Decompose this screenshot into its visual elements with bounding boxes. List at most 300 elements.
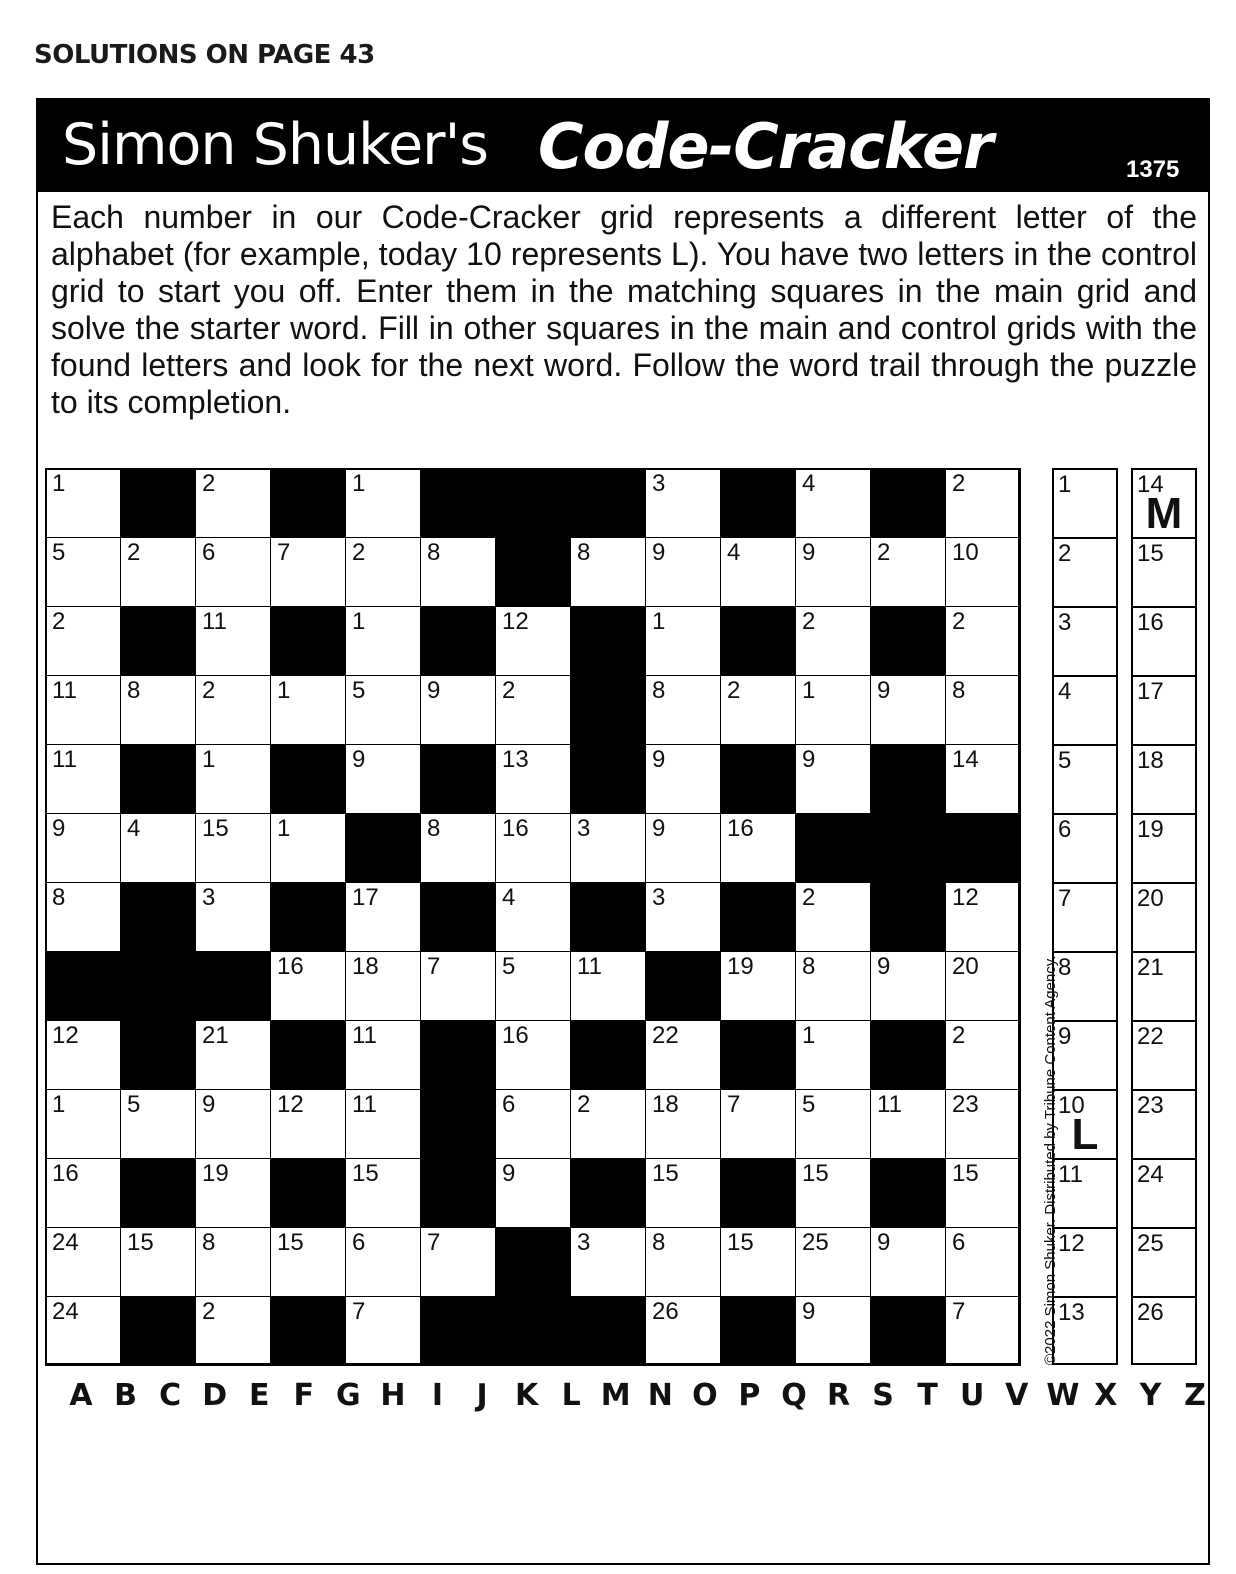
grid-cell[interactable] (195, 1158, 271, 1228)
grid-cell[interactable] (45, 675, 121, 745)
control-cell[interactable] (1133, 1229, 1195, 1298)
cell-number: 15 (352, 1160, 379, 1187)
grid-cell[interactable] (945, 1227, 1021, 1297)
black-square (720, 468, 796, 538)
grid-cell[interactable] (270, 813, 346, 883)
grid-cell[interactable] (495, 1158, 571, 1228)
cell-number: 9 (652, 539, 666, 566)
grid-cell[interactable] (420, 537, 496, 607)
grid-cell[interactable] (120, 537, 196, 607)
grid-cell[interactable] (195, 1296, 271, 1366)
cell-number: 20 (952, 953, 979, 980)
cell-number: 2 (502, 677, 516, 704)
control-number: 7 (1058, 885, 1072, 912)
cell-number: 8 (202, 1229, 216, 1256)
black-square (945, 813, 1021, 883)
black-square (570, 468, 646, 538)
grid-cell[interactable] (945, 468, 1021, 538)
grid-cell[interactable] (270, 951, 346, 1021)
grid-cell[interactable] (495, 882, 571, 952)
grid-cell[interactable] (945, 675, 1021, 745)
grid-cell[interactable] (945, 606, 1021, 676)
control-cell[interactable] (1054, 1298, 1116, 1367)
alphabet-letter[interactable]: W (1046, 1378, 1080, 1413)
grid-cell[interactable] (570, 813, 646, 883)
grid-cell[interactable] (645, 813, 721, 883)
black-square (720, 744, 796, 814)
grid-cell[interactable] (945, 537, 1021, 607)
cell-number: 4 (502, 884, 516, 911)
cell-number: 5 (127, 1091, 141, 1118)
grid-cell[interactable] (795, 882, 871, 952)
alphabet-letter[interactable]: F (293, 1378, 315, 1413)
control-number: 17 (1137, 678, 1164, 705)
grid-cell[interactable] (795, 537, 871, 607)
grid-cell[interactable] (645, 882, 721, 952)
cell-number: 7 (952, 1298, 966, 1325)
grid-cell[interactable] (645, 606, 721, 676)
black-square (120, 744, 196, 814)
copyright-notice: ©2022 Simon Shuker. Distributed by Tribune Content Agency. (1042, 955, 1059, 1365)
main-grid (45, 468, 1020, 1365)
control-cell[interactable] (1133, 1091, 1195, 1160)
grid-cell[interactable] (195, 1089, 271, 1159)
grid-cell[interactable] (345, 1296, 421, 1366)
grid-cell[interactable] (945, 1158, 1021, 1228)
control-number: 11 (1058, 1161, 1083, 1188)
grid-cell[interactable] (345, 1158, 421, 1228)
alphabet-letter[interactable]: Q (781, 1378, 807, 1413)
grid-cell[interactable] (195, 537, 271, 607)
cell-number: 15 (802, 1160, 829, 1187)
control-cell[interactable] (1133, 953, 1195, 1022)
cell-number: 2 (577, 1091, 591, 1118)
control-cell[interactable] (1054, 884, 1116, 953)
grid-cell[interactable] (45, 882, 121, 952)
grid-cell[interactable] (120, 1227, 196, 1297)
black-square (795, 813, 871, 883)
control-cell[interactable] (1133, 608, 1195, 677)
control-cell[interactable] (1054, 815, 1116, 884)
control-number: 1 (1058, 471, 1072, 498)
title-banner (38, 100, 1208, 192)
grid-cell[interactable] (45, 1089, 121, 1159)
cell-number: 6 (352, 1229, 366, 1256)
grid-cell[interactable] (45, 1020, 121, 1090)
grid-cell[interactable] (795, 675, 871, 745)
cell-number: 9 (877, 1229, 891, 1256)
grid-cell[interactable] (645, 744, 721, 814)
alphabet-letter[interactable]: L (561, 1378, 581, 1413)
cell-number: 25 (802, 1229, 829, 1256)
control-cell[interactable] (1133, 815, 1195, 884)
cell-number: 9 (52, 815, 66, 842)
black-square (570, 1158, 646, 1228)
black-square (570, 675, 646, 745)
alphabet-letter[interactable]: T (917, 1378, 938, 1413)
cell-number: 11 (352, 1022, 377, 1049)
cell-number: 21 (202, 1022, 229, 1049)
control-cell[interactable] (1054, 1160, 1116, 1229)
grid-cell[interactable] (195, 1227, 271, 1297)
grid-cell[interactable] (645, 675, 721, 745)
cell-number: 7 (427, 953, 441, 980)
grid-cell[interactable] (795, 1089, 871, 1159)
control-cell[interactable] (1054, 677, 1116, 746)
cell-number: 2 (727, 677, 741, 704)
grid-cell[interactable] (120, 675, 196, 745)
grid-cell[interactable] (195, 1020, 271, 1090)
grid-cell[interactable] (495, 813, 571, 883)
grid-cell[interactable] (345, 1089, 421, 1159)
cell-number: 1 (52, 1091, 66, 1118)
grid-cell[interactable] (645, 1089, 721, 1159)
grid-cell[interactable] (120, 813, 196, 883)
black-square (120, 882, 196, 952)
grid-cell[interactable] (645, 1296, 721, 1366)
grid-cell[interactable] (795, 1296, 871, 1366)
alphabet-letter[interactable]: U (960, 1378, 985, 1413)
control-number: 21 (1137, 954, 1164, 981)
grid-cell[interactable] (945, 1020, 1021, 1090)
grid-cell[interactable] (45, 1227, 121, 1297)
control-number: 23 (1137, 1092, 1164, 1119)
cell-number: 2 (127, 539, 141, 566)
grid-cell[interactable] (45, 606, 121, 676)
cell-number: 7 (277, 539, 291, 566)
cell-number: 8 (427, 539, 441, 566)
cell-number: 11 (52, 746, 77, 773)
grid-cell[interactable] (795, 1158, 871, 1228)
cell-number: 7 (427, 1229, 441, 1256)
control-number: 24 (1137, 1161, 1164, 1188)
control-number: 9 (1058, 1023, 1072, 1050)
black-square (570, 1020, 646, 1090)
alphabet-letter[interactable]: I (431, 1378, 444, 1413)
cell-number: 2 (802, 608, 816, 635)
grid-cell[interactable] (495, 951, 571, 1021)
grid-cell[interactable] (645, 468, 721, 538)
cell-number: 11 (352, 1091, 377, 1118)
grid-cell[interactable] (945, 951, 1021, 1021)
black-square (120, 1296, 196, 1366)
grid-cell[interactable] (45, 537, 121, 607)
cell-number: 1 (277, 815, 291, 842)
instructions-text: Each number in our Code-Cracker grid represents a different letter of the alphabet (for example, today 10 represents L). You have two letters in the control grid to start you off. Enter them in the matching squares in the main grid and solve the starter word. Fill in other squares in the main and control grids with the found letters and look for the next word. Follow the word trail through the puzzle to its completion. (51, 199, 1197, 420)
grid-cell[interactable] (195, 468, 271, 538)
cell-number: 3 (577, 1229, 591, 1256)
cell-number: 1 (802, 1022, 816, 1049)
title-author: Simon Shuker's (62, 112, 488, 178)
black-square (495, 1296, 571, 1366)
grid-cell[interactable] (645, 537, 721, 607)
grid-cell[interactable] (870, 675, 946, 745)
cell-number: 26 (652, 1298, 679, 1325)
grid-cell[interactable] (345, 606, 421, 676)
alphabet-letter[interactable]: P (738, 1378, 761, 1413)
cell-number: 19 (202, 1160, 229, 1187)
alphabet-letter[interactable]: V (1005, 1378, 1029, 1413)
grid-cell[interactable] (570, 951, 646, 1021)
control-number: 20 (1137, 885, 1164, 912)
grid-cell[interactable] (720, 813, 796, 883)
black-square (45, 951, 121, 1021)
cell-number: 4 (127, 815, 141, 842)
grid-cell[interactable] (795, 1020, 871, 1090)
alphabet-letter[interactable]: O (692, 1378, 718, 1413)
control-number: 3 (1058, 609, 1072, 636)
grid-cell[interactable] (570, 1089, 646, 1159)
grid-cell[interactable] (870, 537, 946, 607)
grid-cell[interactable] (195, 813, 271, 883)
given-letter: M (1145, 489, 1183, 538)
control-cell[interactable] (1054, 1022, 1116, 1091)
grid-cell[interactable] (795, 951, 871, 1021)
grid-cell[interactable] (495, 1020, 571, 1090)
cell-number: 16 (52, 1160, 79, 1187)
cell-number: 9 (652, 815, 666, 842)
grid-cell[interactable] (495, 675, 571, 745)
black-square (270, 1296, 346, 1366)
control-number: 14 (1137, 471, 1164, 498)
grid-cell[interactable] (45, 813, 121, 883)
grid-cell[interactable] (795, 744, 871, 814)
alphabet-letter[interactable]: N (647, 1378, 673, 1413)
control-cell[interactable] (1133, 1160, 1195, 1229)
black-square (870, 468, 946, 538)
grid-cell[interactable] (345, 882, 421, 952)
grid-cell[interactable] (945, 1089, 1021, 1159)
cell-number: 3 (577, 815, 591, 842)
alphabet-letter[interactable]: C (159, 1378, 182, 1413)
grid-cell[interactable] (645, 1227, 721, 1297)
black-square (870, 744, 946, 814)
grid-cell[interactable] (720, 1227, 796, 1297)
control-number: 15 (1137, 540, 1164, 567)
alphabet-letter[interactable]: H (380, 1378, 406, 1413)
control-cell[interactable] (1133, 1022, 1195, 1091)
grid-cell[interactable] (270, 1089, 346, 1159)
black-square (645, 951, 721, 1021)
grid-cell[interactable] (270, 537, 346, 607)
black-square (570, 744, 646, 814)
grid-cell[interactable] (795, 1227, 871, 1297)
grid-cell[interactable] (720, 675, 796, 745)
grid-cell[interactable] (345, 744, 421, 814)
control-cell[interactable] (1133, 746, 1195, 815)
control-number: 2 (1058, 540, 1072, 567)
grid-cell[interactable] (870, 951, 946, 1021)
cell-number: 16 (277, 953, 304, 980)
control-number: 5 (1058, 747, 1072, 774)
cell-number: 24 (52, 1298, 79, 1325)
cell-number: 15 (127, 1229, 154, 1256)
cell-number: 16 (502, 1022, 529, 1049)
black-square (420, 1089, 496, 1159)
black-square (570, 606, 646, 676)
control-number: 4 (1058, 678, 1072, 705)
cell-number: 1 (352, 608, 366, 635)
black-square (270, 1158, 346, 1228)
black-square (870, 1158, 946, 1228)
black-square (120, 468, 196, 538)
grid-cell[interactable] (720, 537, 796, 607)
cell-number: 9 (202, 1091, 216, 1118)
control-number: 26 (1137, 1299, 1164, 1326)
cell-number: 2 (352, 539, 366, 566)
grid-cell[interactable] (45, 468, 121, 538)
alphabet-letter[interactable]: G (336, 1378, 361, 1413)
grid-cell[interactable] (495, 606, 571, 676)
cell-number: 6 (502, 1091, 516, 1118)
grid-cell[interactable] (795, 468, 871, 538)
black-square (720, 1296, 796, 1366)
black-square (870, 1296, 946, 1366)
cell-number: 5 (802, 1091, 816, 1118)
grid-cell[interactable] (195, 882, 271, 952)
control-cell[interactable] (1054, 608, 1116, 677)
black-square (870, 882, 946, 952)
cell-number: 9 (352, 746, 366, 773)
grid-cell[interactable] (645, 1158, 721, 1228)
grid-cell[interactable] (870, 1089, 946, 1159)
cell-number: 2 (202, 470, 216, 497)
grid-cell[interactable] (420, 675, 496, 745)
alphabet-letter[interactable]: X (1094, 1378, 1118, 1413)
cell-number: 5 (352, 677, 366, 704)
black-square (120, 1158, 196, 1228)
control-cell[interactable] (1133, 539, 1195, 608)
alphabet-letter[interactable]: K (514, 1378, 539, 1413)
grid-cell[interactable] (345, 1227, 421, 1297)
cell-number: 2 (952, 608, 966, 635)
control-grid-column-2 (1131, 468, 1197, 1365)
grid-cell[interactable] (645, 1020, 721, 1090)
black-square (870, 1020, 946, 1090)
alphabet-letter[interactable]: D (202, 1378, 228, 1413)
control-grid-column-1 (1052, 468, 1118, 1365)
cell-number: 9 (877, 677, 891, 704)
grid-cell[interactable] (270, 1227, 346, 1297)
grid-cell[interactable] (345, 537, 421, 607)
grid-cell[interactable] (195, 606, 271, 676)
alphabet-letter[interactable]: A (69, 1378, 93, 1413)
grid-cell[interactable] (345, 1020, 421, 1090)
grid-cell[interactable] (195, 675, 271, 745)
grid-cell[interactable] (945, 1296, 1021, 1366)
cell-number: 18 (352, 953, 379, 980)
black-square (420, 1296, 496, 1366)
grid-cell[interactable] (345, 468, 421, 538)
black-square (120, 606, 196, 676)
control-cell[interactable] (1054, 470, 1116, 539)
grid-cell[interactable] (570, 537, 646, 607)
cell-number: 3 (652, 470, 666, 497)
grid-cell[interactable] (45, 1158, 121, 1228)
control-cell[interactable] (1054, 1091, 1116, 1160)
cell-number: 8 (577, 539, 591, 566)
cell-number: 19 (727, 953, 754, 980)
grid-cell[interactable] (420, 813, 496, 883)
control-cell[interactable] (1133, 1298, 1195, 1367)
puzzle-number: 1375 (1126, 156, 1180, 183)
alphabet-letter[interactable]: M (600, 1378, 631, 1413)
control-cell[interactable] (1054, 1229, 1116, 1298)
cell-number: 1 (802, 677, 816, 704)
grid-cell[interactable] (870, 1227, 946, 1297)
cell-number: 1 (52, 470, 66, 497)
alphabet-letter[interactable]: E (248, 1378, 270, 1413)
cell-number: 11 (877, 1091, 902, 1118)
grid-cell[interactable] (945, 882, 1021, 952)
alphabet-letter[interactable]: R (826, 1378, 851, 1413)
alphabet-letter[interactable]: Y (1139, 1378, 1162, 1413)
control-number: 8 (1058, 954, 1072, 981)
grid-cell[interactable] (420, 951, 496, 1021)
grid-cell[interactable] (195, 744, 271, 814)
cell-number: 9 (802, 539, 816, 566)
alphabet-letter[interactable]: B (114, 1378, 137, 1413)
black-square (270, 468, 346, 538)
grid-cell[interactable] (570, 1227, 646, 1297)
cell-number: 2 (802, 884, 816, 911)
grid-cell[interactable] (720, 951, 796, 1021)
cell-number: 9 (877, 953, 891, 980)
cell-number: 13 (502, 746, 529, 773)
cell-number: 16 (502, 815, 529, 842)
cell-number: 10 (952, 539, 979, 566)
control-cell[interactable] (1054, 539, 1116, 608)
grid-cell[interactable] (495, 744, 571, 814)
control-cell[interactable] (1133, 470, 1195, 539)
black-square (420, 882, 496, 952)
cell-number: 5 (52, 539, 66, 566)
grid-cell[interactable] (720, 1089, 796, 1159)
control-cell[interactable] (1133, 677, 1195, 746)
cell-number: 2 (202, 677, 216, 704)
grid-cell[interactable] (270, 675, 346, 745)
cell-number: 17 (352, 884, 379, 911)
black-square (120, 1020, 196, 1090)
cell-number: 9 (802, 746, 816, 773)
control-number: 19 (1137, 816, 1164, 843)
alphabet-letter[interactable]: Z (1184, 1378, 1206, 1413)
grid-cell[interactable] (345, 675, 421, 745)
cell-number: 18 (652, 1091, 679, 1118)
grid-cell[interactable] (45, 1296, 121, 1366)
grid-cell[interactable] (45, 744, 121, 814)
control-cell[interactable] (1054, 746, 1116, 815)
grid-cell[interactable] (945, 744, 1021, 814)
grid-cell[interactable] (420, 1227, 496, 1297)
cell-number: 2 (52, 608, 66, 635)
grid-cell[interactable] (795, 606, 871, 676)
control-cell[interactable] (1133, 884, 1195, 953)
black-square (570, 882, 646, 952)
control-cell[interactable] (1054, 953, 1116, 1022)
black-square (120, 951, 196, 1021)
cell-number: 8 (652, 677, 666, 704)
grid-cell[interactable] (120, 1089, 196, 1159)
cell-number: 5 (502, 953, 516, 980)
grid-cell[interactable] (495, 1089, 571, 1159)
grid-cell[interactable] (345, 951, 421, 1021)
alphabet-letter[interactable]: J (476, 1378, 488, 1413)
cell-number: 8 (52, 884, 66, 911)
alphabet-letter[interactable]: S (872, 1378, 894, 1413)
cell-number: 2 (877, 539, 891, 566)
cell-number: 15 (202, 815, 229, 842)
